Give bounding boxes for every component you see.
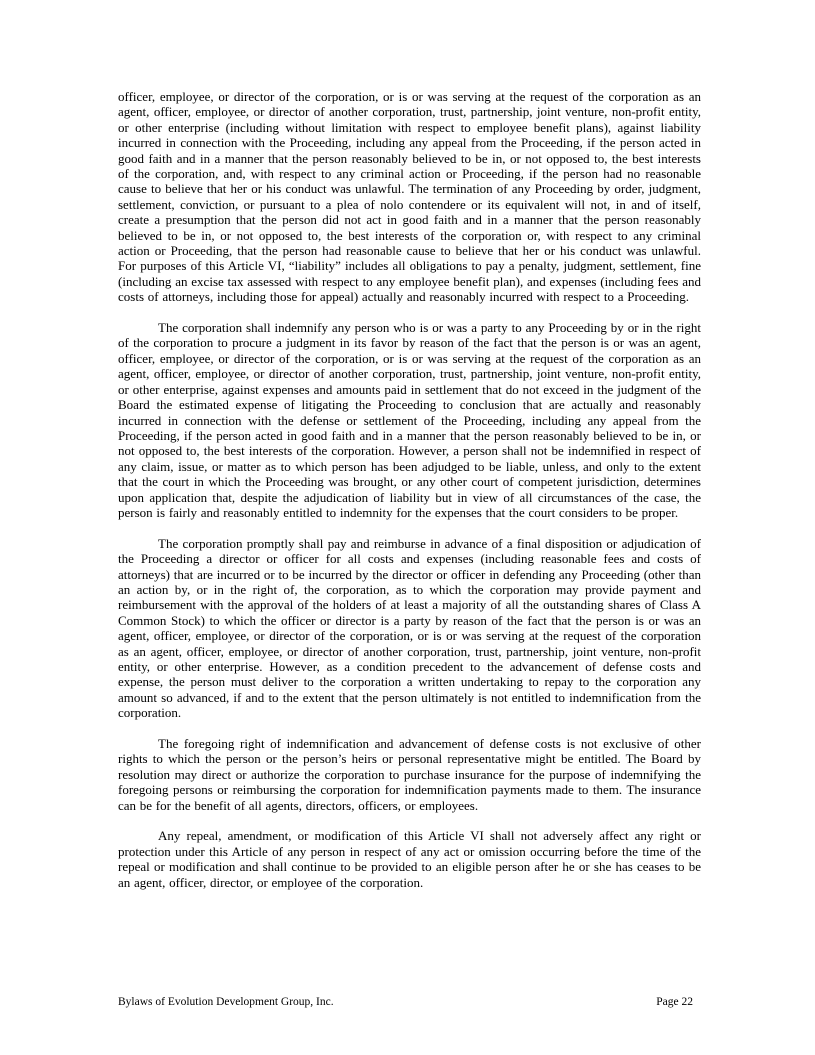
paragraph-advance-payment: The corporation promptly shall pay and reimburse in advance of a final disposition or adjudication of the Proceeding a director or officer for all costs and expenses (including reasonable fees and costs of attorneys) that are incurred or to be incurred by the director or officer in defending any Proceeding (other than an action by, or in the right of, the corporation, as to which the corporation may provide payment and reimbursement with the approval of the holders of at least a majority of all the outstanding shares of Class A Common Stock) to which the officer or director is a party by reason of the fact that the person is or was an agent, officer, employee, or director of the corporation, or is or was serving at the request of the corporation as an agent, officer, employee, or director of another corporation, trust, partnership, joint venture, non-profit entity, or other enterprise. However, as a condition precedent to the advancement of defense costs and expense, the person must deliver to the corporation a written undertaking to repay to the corporation any amount so advanced, if and to the extent that the person ultimately is not entitled to indemnification from the corporation. (118, 535, 701, 721)
paragraph-non-exclusive-rights-insurance: The foregoing right of indemnification and advancement of defense costs is not exclusive of other rights to which the person or the person’s heirs or personal representative might be entitled. The Board by resolution may direct or authorize the corporation to purchase insurance for the purpose of indemnifying the foregoing persons or reimbursing the corporation for indemnification payments made to them. The insurance can be for the benefit of all agents, directors, officers, or employees. (118, 736, 701, 813)
footer-page-number: Page 22 (656, 996, 693, 1008)
paragraph-repeal-amendment: Any repeal, amendment, or modification of this Article VI shall not adversely affect any right or protection under this Article of any person in respect of any act or omission occurring before the time of the repeal or modification and shall continue to be provided to an eligible person after he or she has ceases to be an agent, officer, director, or employee of the corporation. (118, 828, 701, 890)
document-body (118, 89, 701, 905)
page-footer (118, 995, 693, 1009)
paragraph-indemnify-right-of-corporation: The corporation shall indemnify any person who is or was a party to any Proceeding by or in the right of the corporation to procure a judgment in its favor by reason of the fact that the person is or was an agent, officer, employee, or director of the corporation, or is or was serving at the request of the corporation as an agent, officer, employee, or director of another corporation, trust, partnership, joint venture, non-profit entity, or other enterprise, against expenses and amounts paid in settlement that do not exceed in the judgment of the Board the estimated expense of litigating the Proceeding to conclusion that are actually and reasonably incurred in connection with the defense or settlement of the Proceeding, including any appeal from the Proceeding, if the person acted in good faith and in a manner that the person reasonably believed to be in, or not opposed to, the best interests of the corporation. However, a person shall not be indemnified in respect of any claim, issue, or matter as to which person has been adjudged to be liable, unless, and only to the extent that the court in which the Proceeding was brought, or any other court of competent jurisdiction, determines upon application that, despite the adjudication of liability but in view of all circumstances of the case, the person is fairly and reasonably entitled to indemnity for the expenses that the court considers to be proper. (118, 320, 701, 520)
footer-document-title: Bylaws of Evolution Development Group, Inc. (118, 996, 334, 1008)
paragraph-continuation: officer, employee, or director of the corporation, or is or was serving at the request of the corporation as an agent, officer, employee, or director of another corporation, trust, partnership, joint venture, non-profit entity, or other enterprise (including without limitation with respect to employee benefit plans), against liability incurred in connection with the Proceeding, including any appeal from the Proceeding, if the person acted in good faith and in a manner that the person reasonably believed to be in, or not opposed to, the best interests of the corporation, and, with respect to any criminal action or Proceeding, if the person had no reasonable cause to believe that her or his conduct was unlawful. The termination of any Proceeding by order, judgment, settlement, conviction, or pursuant to a plea of nolo contendere or its equivalent will not, in and of itself, create a presumption that the person did not act in good faith and in a manner that the person reasonably believed to be in, or not opposed to, the best interests of the corporation or, with respect to any criminal action or Proceeding, that the person had reasonable cause to believe that her or his conduct was unlawful. For purposes of this Article VI, “liability” includes all obligations to pay a penalty, judgment, settlement, fine (including an excise tax assessed with respect to any employee benefit plan), and expenses (including fees and costs of attorneys, including those for appeal) actually and reasonably incurred with respect to a Proceeding. (118, 89, 701, 305)
